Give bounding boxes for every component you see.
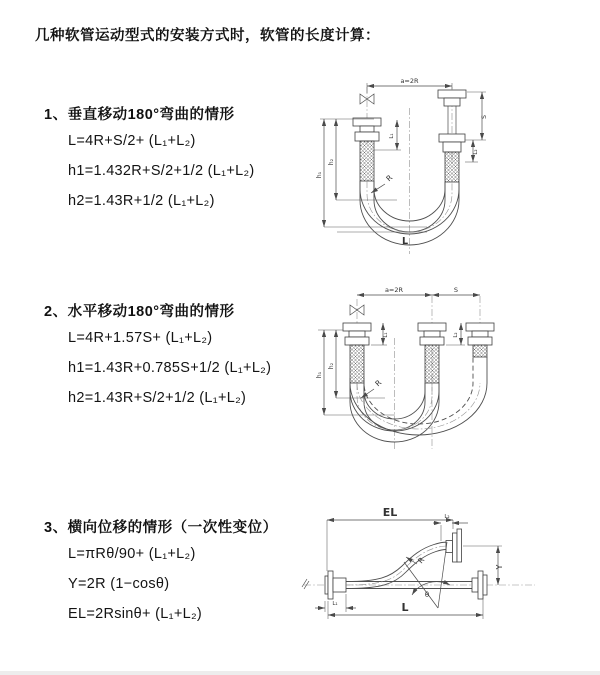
label-s: S	[481, 115, 488, 119]
label-a-2r: a=2R	[400, 77, 419, 85]
label-h2: h₂	[328, 362, 335, 370]
label-h1: h₁	[316, 171, 323, 179]
hose-u-bend-position-2	[350, 357, 487, 435]
dimension-l2	[446, 323, 465, 345]
label-h2: h₂	[328, 158, 335, 166]
formula-line: EL=2Rsinθ+ (L₁+L₂)	[68, 606, 203, 622]
middle-fitting	[418, 323, 446, 383]
centerlines	[357, 296, 480, 449]
label-l2: L₂	[453, 332, 459, 338]
page-title: 几种软管运动型式的安装方式时，软管的长度计算：	[35, 28, 380, 44]
diagram-horizontal-u-bend	[310, 283, 590, 458]
dimension-l1	[315, 594, 356, 612]
label-r: R	[415, 555, 427, 566]
label-h1: h₁	[316, 371, 323, 379]
label-theta: θ	[424, 591, 430, 599]
left-flange	[325, 571, 346, 599]
formula-line: L=πRθ/90+ (L₁+L₂)	[68, 546, 196, 562]
label-a-2r: a=2R	[384, 286, 404, 294]
section-1-heading: 1、垂直移动180°弯曲的情形	[44, 107, 235, 123]
label-r: R	[384, 173, 395, 184]
formula-line: Y=2R (1−cosθ)	[68, 576, 170, 592]
angle-construction	[404, 542, 450, 608]
formula-line: h1=1.432R+S/2+1/2 (L₁+L₂)	[68, 163, 255, 179]
scan-artifact	[0, 671, 600, 675]
dimension-a-2r	[357, 286, 432, 295]
right-fitting	[438, 90, 466, 182]
centerline-break-icon	[302, 579, 309, 589]
formula-line: L=4R+1.57S+ (L₁+L₂)	[68, 330, 213, 346]
upper-flange	[446, 529, 462, 562]
formula-line: h2=1.43R+1/2 (L₁+L₂)	[68, 193, 215, 209]
centerlines	[367, 87, 452, 254]
dimension-l1	[371, 323, 389, 345]
dimension-el	[327, 506, 453, 571]
section-3-heading: 3、横向位移的情形（一次性变位）	[44, 520, 278, 536]
left-fitting	[353, 118, 381, 181]
label-l: L	[401, 601, 409, 614]
left-fitting	[343, 323, 371, 383]
label-l2: L₂	[473, 149, 479, 155]
dimension-l2	[465, 140, 479, 162]
label-l1: L₁	[332, 601, 338, 607]
label-l: L	[401, 236, 409, 247]
dimension-l2	[433, 514, 468, 541]
formula-line: L=4R+S/2+ (L₁+L₂)	[68, 133, 196, 149]
formula-line: h1=1.43R+0.785S+1/2 (L₁+L₂)	[68, 360, 272, 376]
right-fitting	[466, 323, 494, 357]
label-el: EL	[382, 506, 398, 519]
label-l1: L₁	[383, 332, 389, 338]
label-s: S	[453, 286, 459, 294]
label-l2: L₂	[444, 514, 450, 520]
diagram-vertical-u-bend	[312, 72, 588, 257]
radius-callout	[371, 173, 394, 193]
label-l1: L₁	[389, 133, 395, 139]
section-2-heading: 2、水平移动180°弯曲的情形	[44, 304, 235, 320]
label-r: R	[373, 378, 384, 389]
right-flange	[472, 571, 487, 599]
diagram-lateral-displacement	[300, 505, 600, 640]
label-y: Y	[495, 564, 504, 570]
dimension-s	[465, 92, 488, 140]
formula-line: h2=1.43R+S/2+1/2 (L₁+L₂)	[68, 390, 247, 406]
dimension-s	[432, 286, 480, 295]
